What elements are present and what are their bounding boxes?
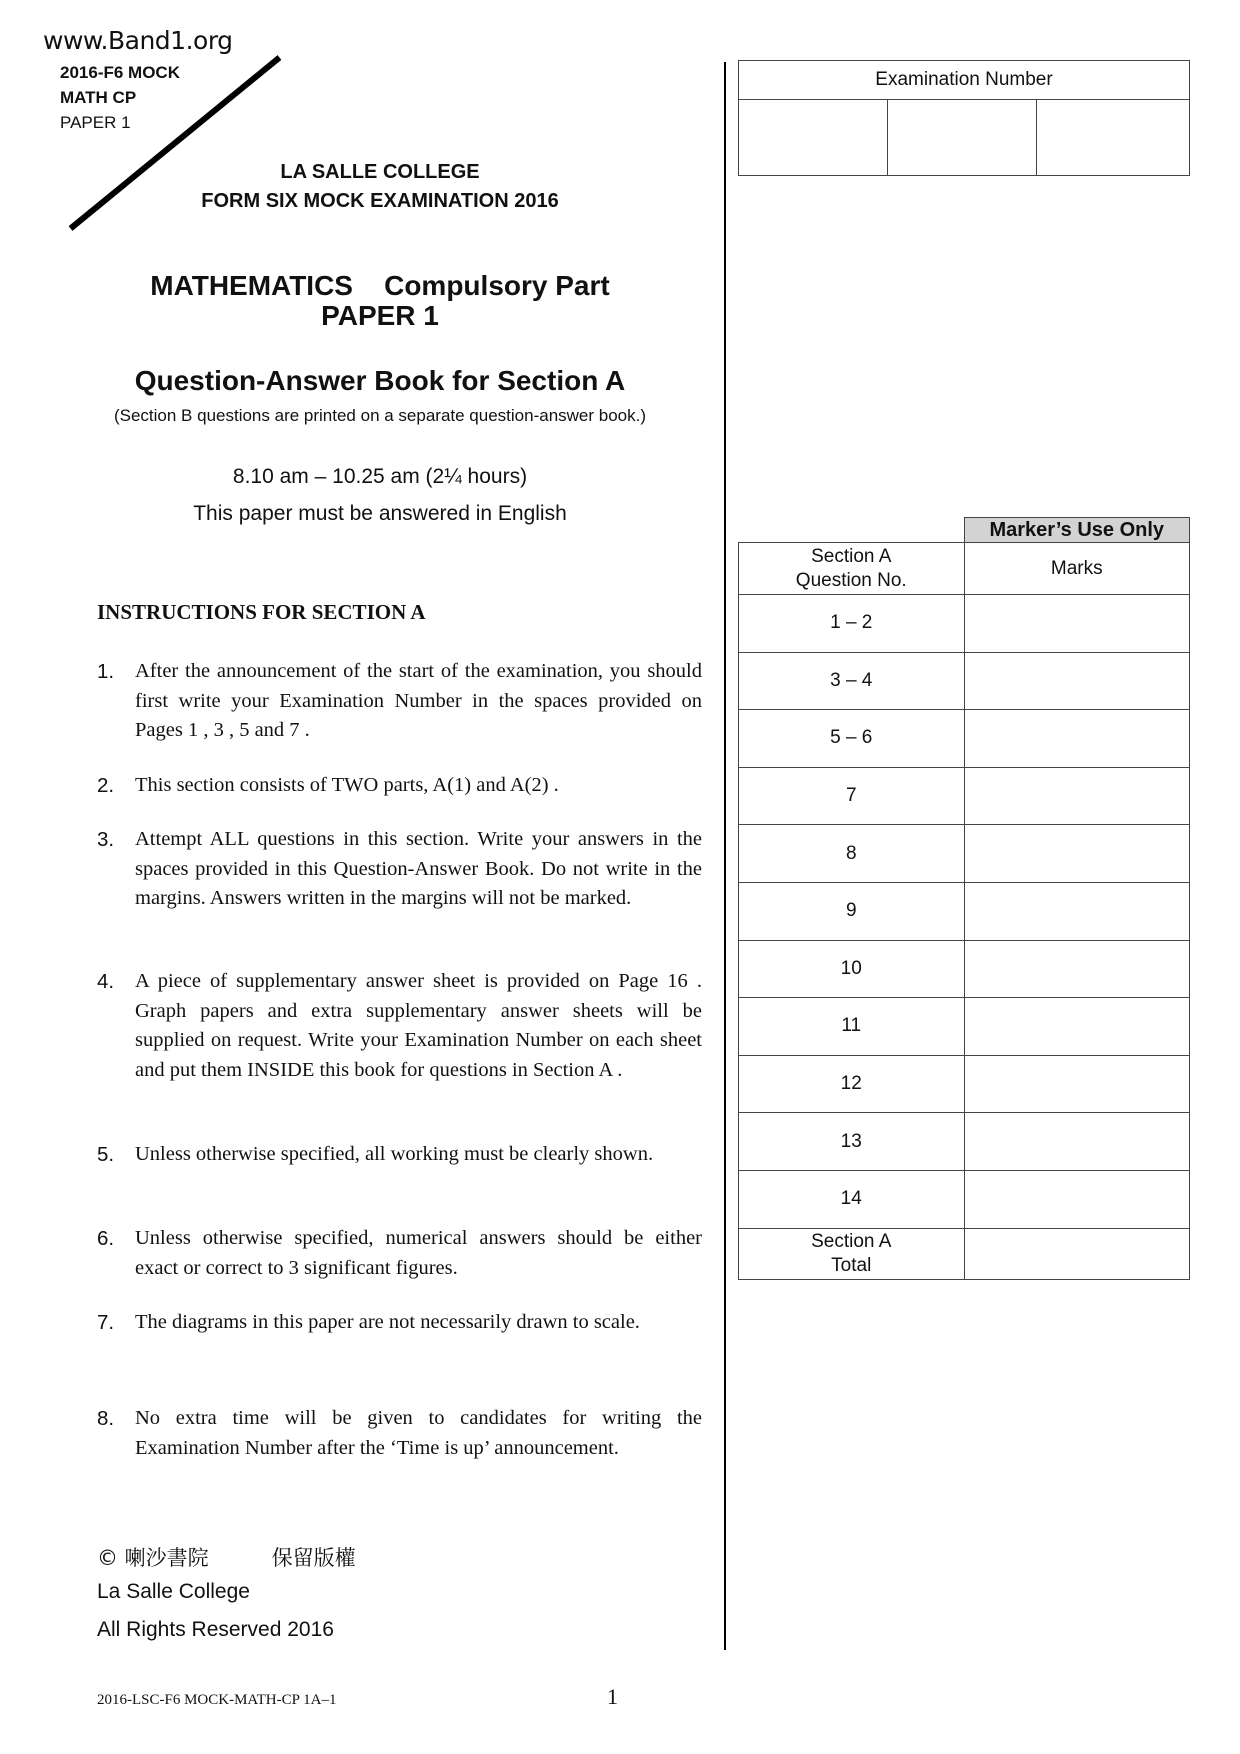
question-row-label: 7 xyxy=(739,767,965,825)
question-row-label: 5 – 6 xyxy=(739,710,965,768)
question-row-label: 9 xyxy=(739,882,965,940)
marks-cell xyxy=(964,767,1190,825)
instruction-item: 2. This section consists of TWO parts, A(1) and A(2) . xyxy=(97,774,559,797)
marks-cell xyxy=(964,998,1190,1056)
paper-code-line: MATH CP xyxy=(60,88,137,107)
marks-cell xyxy=(964,882,1190,940)
instructions-heading: INSTRUCTIONS FOR SECTION A xyxy=(97,600,426,624)
language-note: This paper must be answered in English xyxy=(193,502,567,525)
question-row-label: 11 xyxy=(739,998,965,1056)
marks-cell xyxy=(964,940,1190,998)
marker-table xyxy=(738,517,1190,1280)
question-row-label: 10 xyxy=(739,940,965,998)
instruction-item: 4. A piece of supplementary answer sheet is provided on Page 16 . Graph papers and extra supplementary answer sheets will be supplied on request. Write your Examination Number on each sheet and put them INSIDE this book for questions in Section A . xyxy=(97,970,702,1081)
total-marks-cell xyxy=(964,1228,1190,1279)
exam-name: FORM SIX MOCK EXAMINATION 2016 xyxy=(201,190,559,212)
question-row-label: 13 xyxy=(739,1113,965,1171)
instruction-item: 7. The diagrams in this paper are not necessarily drawn to scale. xyxy=(97,1311,640,1334)
marks-cell xyxy=(964,710,1190,768)
paper-title: PAPER 1 xyxy=(321,300,439,331)
marks-cell xyxy=(964,1170,1190,1228)
question-row-label: 8 xyxy=(739,825,965,883)
exam-number-label: Examination Number xyxy=(739,61,1190,100)
copyright-chinese: © 喇沙書院 保留版權 xyxy=(97,1546,356,1570)
question-row-label: 1 – 2 xyxy=(739,595,965,653)
paper-code-line: PAPER 1 xyxy=(60,113,131,132)
margin-line xyxy=(724,62,726,1650)
exam-number-cell[interactable] xyxy=(739,100,888,176)
question-row-label: 14 xyxy=(739,1170,965,1228)
page-number: 1 xyxy=(607,1684,618,1709)
instruction-item: 6. Unless otherwise specified, numerical answers should be either exact or correct to 3 significant figures. xyxy=(97,1227,702,1279)
school-name: LA SALLE COLLEGE xyxy=(280,161,480,183)
marks-cell xyxy=(964,1113,1190,1171)
subject-title xyxy=(0,270,760,302)
instruction-item: 3. Attempt ALL questions in this section. Write your answers in the spaces provided in this Question-Answer Book. Do not write in the margins. Answers written in the margins will not be marked. xyxy=(97,828,702,909)
watermark: www.Band1.org xyxy=(43,26,233,55)
marker-use-header: Marker’s Use Only xyxy=(964,518,1190,543)
copyright-rights: All Rights Reserved 2016 xyxy=(97,1618,334,1641)
book-title: Question-Answer Book for Section A xyxy=(134,365,626,396)
exam-number-cell[interactable] xyxy=(887,100,1036,176)
exam-number-cell[interactable] xyxy=(1036,100,1189,176)
marks-cell xyxy=(964,652,1190,710)
copyright-name: La Salle College xyxy=(97,1580,250,1603)
marks-cell xyxy=(964,1055,1190,1113)
marks-cell xyxy=(964,595,1190,653)
instruction-item: 8. No extra time will be given to candidates for writing the Examination Number after the ‘Time is up’ announcement. xyxy=(97,1407,702,1459)
paper-code-line: 2016-F6 MOCK xyxy=(60,63,180,82)
footer-code: 2016-LSC-F6 MOCK-MATH-CP 1A–1 xyxy=(97,1692,337,1708)
question-row-label: 12 xyxy=(739,1055,965,1113)
marks-header: Marks xyxy=(964,543,1190,595)
section-b-note: (Section B questions are printed on a separate question-answer book.) xyxy=(113,406,647,425)
part: Compulsory Part xyxy=(384,270,610,301)
subject: MATHEMATICS xyxy=(150,270,353,301)
question-row-label: 3 – 4 xyxy=(739,652,965,710)
exam-time: 8.10 am – 10.25 am (2¼ hours) xyxy=(232,465,528,488)
marks-cell xyxy=(964,825,1190,883)
instruction-item: 5. Unless otherwise specified, all working must be clearly shown. xyxy=(97,1143,654,1166)
instruction-item: 1. After the announcement of the start of the examination, you should first write your Examination Number in the spaces provided on Pages 1 , 3 , 5 and 7 . xyxy=(97,660,702,741)
question-no-header: Section A Question No. xyxy=(739,543,965,595)
section-total-label: Section A Total xyxy=(739,1228,965,1279)
examination-number-box xyxy=(738,60,1190,176)
